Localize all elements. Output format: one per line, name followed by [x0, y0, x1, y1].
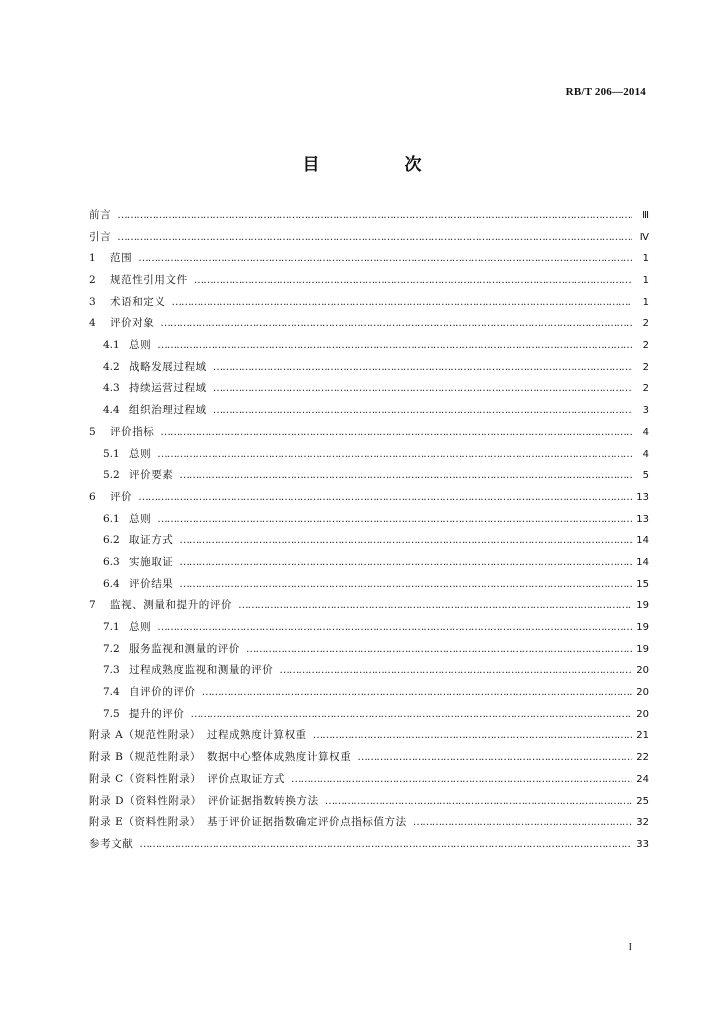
toc-dot-leader	[157, 509, 632, 531]
toc-entry[interactable]	[89, 357, 649, 379]
toc-entry-number: 3	[89, 295, 96, 308]
toc-dot-leader	[117, 205, 632, 227]
toc-entry-label: 评价要素	[129, 469, 174, 482]
toc-entry-label: 实施取证	[129, 555, 174, 568]
toc-entry-page: Ⅲ	[642, 209, 649, 221]
toc-entry-number: 4.3	[103, 382, 120, 395]
toc-entry-label: 组织治理过程域	[129, 404, 207, 417]
toc-entry-label: 术语和定义	[110, 295, 166, 308]
toc-entry[interactable]	[89, 704, 649, 726]
toc-dot-leader	[313, 726, 632, 748]
toc-dot-leader	[291, 769, 632, 791]
toc-dot-leader	[117, 227, 632, 249]
toc-entry-page: 22	[636, 752, 649, 764]
toc-entry-label: 监视、测量和提升的评价	[110, 599, 233, 612]
toc-entry[interactable]	[89, 292, 649, 314]
toc-entry-page: Ⅳ	[639, 231, 649, 243]
toc-entry[interactable]	[89, 660, 649, 682]
toc-entry[interactable]	[89, 379, 649, 401]
toc-entry-page: 24	[636, 773, 649, 785]
toc-entry[interactable]	[89, 682, 649, 704]
toc-entry[interactable]	[89, 595, 649, 617]
toc-entry-label: 评价	[110, 490, 133, 503]
toc-entry-label: 总则	[129, 339, 152, 352]
toc-entry-page: 32	[636, 817, 649, 829]
toc-dot-leader	[160, 313, 632, 335]
toc-entry-page: 19	[636, 643, 649, 655]
toc-entry-page: 21	[636, 730, 649, 742]
toc-entry-number: 6	[89, 490, 96, 503]
toc-dot-leader	[157, 335, 632, 357]
toc-entry-label: 附录 A（规范性附录） 过程成熟度计算权重	[89, 729, 307, 742]
toc-entry-page: 20	[636, 665, 649, 677]
toc-entry-page: 4	[642, 448, 649, 460]
toc-entry[interactable]	[89, 248, 649, 270]
toc-entry[interactable]	[89, 552, 649, 574]
toc-entry-page: 1	[642, 296, 649, 308]
toc-entry-number: 7.5	[103, 707, 120, 720]
toc-entry-page: 2	[642, 361, 649, 373]
toc-dot-leader	[279, 660, 632, 682]
toc-entry-page: 14	[636, 556, 649, 568]
toc-entry[interactable]	[89, 444, 649, 466]
toc-entry-page: 2	[642, 318, 649, 330]
toc-entry-page: 14	[636, 535, 649, 547]
toc-entry-number: 2	[89, 274, 96, 287]
toc-entry-number: 6.1	[103, 512, 120, 525]
toc-dot-leader	[160, 422, 632, 444]
toc-entry-number: 6.3	[103, 555, 120, 568]
toc-entry-label: 规范性引用文件	[110, 274, 188, 287]
toc-entry[interactable]	[89, 747, 649, 769]
toc-dot-leader	[357, 747, 632, 769]
toc-entry-label: 附录 B（规范性附录） 数据中心整体成熟度计算权重	[89, 751, 352, 764]
toc-entry-label: 战略发展过程域	[129, 360, 207, 373]
toc-entry-label: 范围	[110, 252, 133, 265]
toc-entry-number: 7.2	[103, 642, 120, 655]
toc-entry-page: 25	[636, 795, 649, 807]
toc-entry-page: 3	[642, 405, 649, 417]
toc-entry-label: 取证方式	[129, 534, 174, 547]
toc-entry-page: 33	[636, 838, 649, 850]
toc-entry-number: 5.1	[103, 447, 120, 460]
toc-entry-label: 持续运营过程域	[129, 382, 207, 395]
toc-entry-label: 附录 D（资料性附录） 评价证据指数转换方法	[89, 794, 319, 807]
toc-entry[interactable]	[89, 726, 649, 748]
toc-entry[interactable]	[89, 487, 649, 509]
toc-entry-label: 附录 E（资料性附录） 基于评价证据指数确定评价点指标值方法	[89, 816, 407, 829]
toc-dot-leader	[213, 379, 632, 401]
toc-entry[interactable]	[89, 834, 649, 856]
toc-entry-page: 20	[636, 687, 649, 699]
toc-dot-leader	[139, 834, 632, 856]
toc-entry-number: 4.2	[103, 360, 120, 373]
toc-entry-page: 1	[642, 253, 649, 265]
toc-entry-number: 5	[89, 425, 96, 438]
toc-dot-leader	[325, 791, 632, 813]
toc-dot-leader	[202, 682, 632, 704]
toc-entry-number: 7.4	[103, 686, 120, 699]
toc-entry-page: 13	[636, 491, 649, 503]
toc-entry-label: 附录 C（资料性附录） 评价点取证方式	[89, 772, 286, 785]
toc-entry-page: 19	[636, 622, 649, 634]
toc-entry-label: 提升的评价	[129, 707, 185, 720]
toc-dot-leader	[157, 444, 632, 466]
toc-entry[interactable]	[89, 422, 649, 444]
toc-entry[interactable]	[89, 313, 649, 335]
toc-entry[interactable]	[89, 205, 649, 227]
toc-entry-number: 4	[89, 317, 96, 330]
toc-entry-page: 1	[642, 275, 649, 287]
toc-entry-page: 20	[636, 708, 649, 720]
toc-entry-page: 2	[642, 383, 649, 395]
toc-dot-leader	[179, 552, 632, 574]
toc-entry-number: 1	[89, 252, 96, 265]
toc-entry-number: 4.4	[103, 404, 120, 417]
toc-entry-number: 7.3	[103, 664, 120, 677]
toc-entry-page: 5	[642, 470, 649, 482]
toc-dot-leader	[213, 400, 632, 422]
toc-entry-label: 前言	[89, 208, 112, 221]
toc-entry[interactable]	[89, 574, 649, 596]
toc-entry-page: 4	[642, 426, 649, 438]
toc-entry[interactable]	[89, 335, 649, 357]
toc-entry[interactable]	[89, 465, 649, 487]
toc-entry-label: 服务监视和测量的评价	[129, 642, 240, 655]
toc-entry-label: 评价指标	[110, 425, 155, 438]
toc-dot-leader	[157, 617, 632, 639]
toc-entry-number: 6.4	[103, 577, 120, 590]
toc-dot-leader	[172, 292, 633, 314]
toc-entry-label: 总则	[129, 447, 152, 460]
toc-dot-leader	[194, 270, 632, 292]
toc-dot-leader	[179, 530, 632, 552]
toc-entry-label: 评价结果	[129, 577, 174, 590]
toc-entry-page: 19	[636, 600, 649, 612]
toc-entry[interactable]	[89, 617, 649, 639]
toc-entry[interactable]	[89, 769, 649, 791]
toc-entry[interactable]	[89, 400, 649, 422]
toc-entry-number: 6.2	[103, 534, 120, 547]
toc-dot-leader	[138, 487, 632, 509]
toc-entry-number: 7	[89, 599, 96, 612]
toc-entry-number: 7.1	[103, 621, 120, 634]
toc-entry[interactable]	[89, 812, 649, 834]
toc-entry-number: 4.1	[103, 339, 120, 352]
toc-dot-leader	[246, 639, 632, 661]
toc-entry-page: 2	[642, 340, 649, 352]
toc-entry[interactable]	[89, 791, 649, 813]
toc-dot-leader	[413, 812, 632, 834]
toc-entry-label: 参考文献	[89, 837, 134, 850]
toc-dot-leader	[179, 574, 632, 596]
toc-dot-leader	[191, 704, 633, 726]
toc-entry[interactable]	[89, 270, 649, 292]
toc-entry-page: 15	[636, 578, 649, 590]
toc-entry-label: 引言	[89, 230, 112, 243]
toc-dot-leader	[179, 465, 632, 487]
page-number: I	[628, 942, 632, 953]
toc-entry[interactable]	[89, 530, 649, 552]
table-of-contents	[89, 205, 649, 856]
toc-dot-leader	[238, 595, 632, 617]
toc-entry-label: 评价对象	[110, 317, 155, 330]
toc-entry-label: 过程成熟度监视和测量的评价	[129, 664, 274, 677]
toc-entry-label: 总则	[129, 621, 152, 634]
toc-entry[interactable]	[89, 509, 649, 531]
toc-entry-number: 5.2	[103, 469, 120, 482]
toc-entry-label: 总则	[129, 512, 152, 525]
toc-entry-label: 自评价的评价	[129, 686, 196, 699]
page-title: 目 次	[302, 155, 456, 175]
toc-dot-leader	[138, 248, 632, 270]
toc-entry[interactable]	[89, 639, 649, 661]
toc-entry-page: 13	[636, 513, 649, 525]
toc-dot-leader	[213, 357, 632, 379]
toc-entry[interactable]	[89, 227, 649, 249]
document-code: RB/T 206—2014	[565, 86, 646, 98]
